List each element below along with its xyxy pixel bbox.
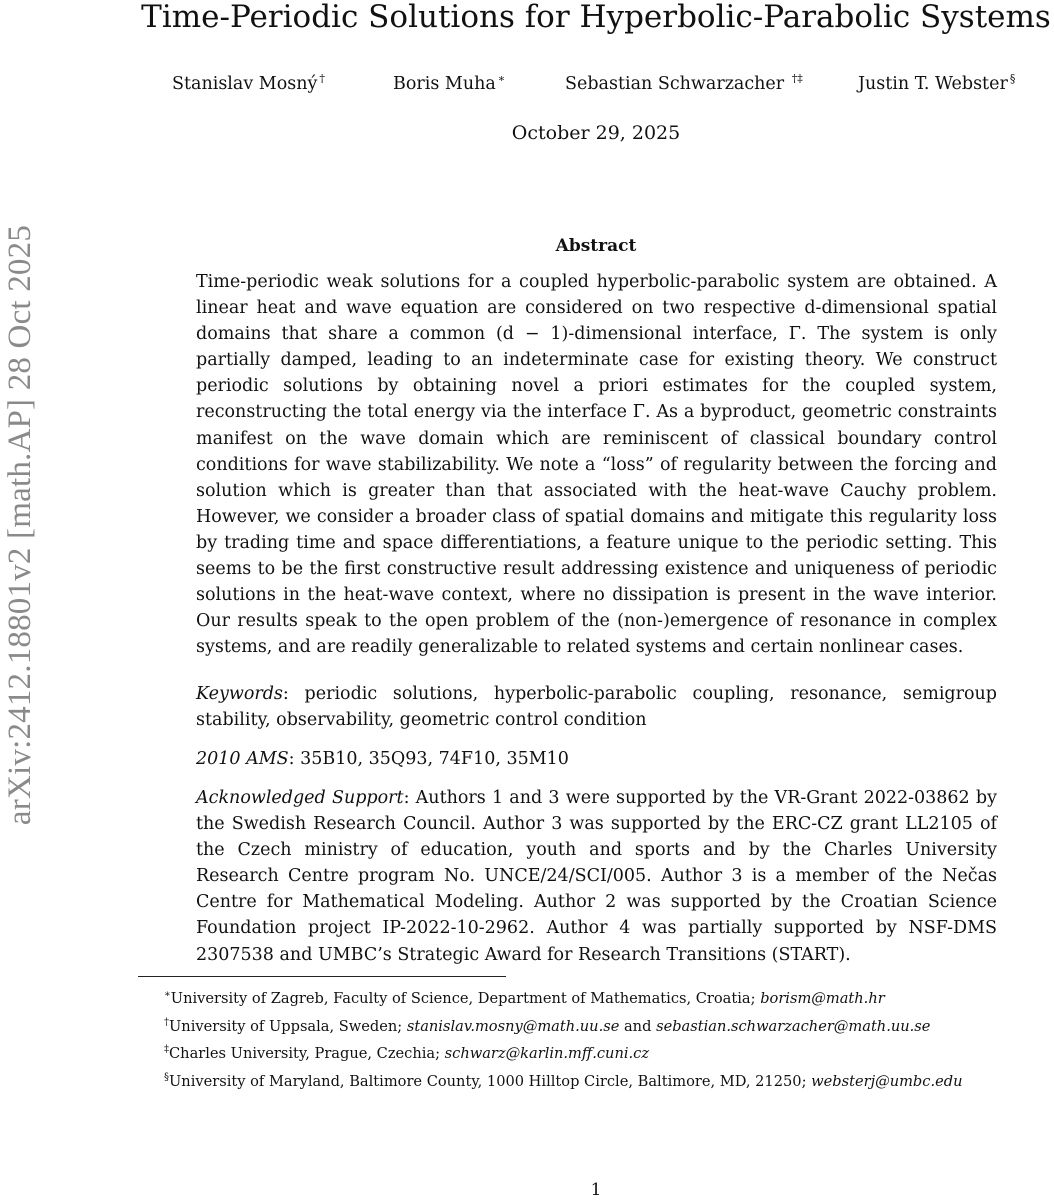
email-link[interactable]: websterj@umbc.edu	[811, 1072, 963, 1090]
author-affiliation-mark: §	[1009, 72, 1016, 85]
support-text: : Authors 1 and 3 were supported by the VR-Grant 2022-03862 by the Swedish Research Council. Author 3 was supported by the ERC-CZ grant LL2105 of the Czech ministry of education, youth and sports and by the Charles University Research Centre program No. UNCE/24/SCI/005. Author 3 is a member of the Nečas Centre for Mathematical Modeling. Author 2 was supported by the Croatian Science Foundation project IP-2022-10-2962. Author 4 was partially supported by NSF-DMS 2307538 and UMBC’s Strategic Award for Research Transitions (START).	[196, 788, 997, 965]
footnote-affiliation: University of Uppsala, Sweden;	[169, 1017, 407, 1035]
abstract-heading: Abstract	[555, 236, 637, 256]
footnote-mark: ∗	[164, 989, 171, 1000]
author-schwarzacher	[565, 72, 803, 94]
footnote-joiner: and	[619, 1017, 657, 1035]
author-name: Boris Muha	[393, 74, 496, 94]
author-name: Sebastian Schwarzacher	[565, 74, 785, 94]
author-list	[0, 72, 1054, 96]
page-number: 1	[590, 1180, 602, 1200]
abstract-body: Time-periodic weak solutions for a coupled hyperbolic-parabolic system are obtained. A linear heat and wave equation are considered on two respective d-dimensional spatial domains that share a common (d − 1)-dimensional interface, Γ. The system is only partially damped, leading to an indeterminate case for existing theory. We construct periodic solutions by obtaining novel a priori estimates for the coupled system, reconstructing the total energy via the interface Γ. As a byproduct, geometric constraints manifest on the wave domain which are reminiscent of classical boundary control conditions for wave stabilizability. We note a “loss” of regularity between the forcing and solution which is greater than that associated with the heat-wave Cauchy problem. However, we consider a broader class of spatial domains and mitigate this regularity loss by trading time and space differentiations, a feature unique to the periodic setting. This seems to be the first constructive result addressing existence and uniqueness of periodic solutions in the heat-wave context, where no dissipation is present in the wave interior. Our results speak to the open problem of the (non-)emergence of resonance in complex systems, and are readily generalizable to related systems and certain nonlinear cases.	[196, 272, 997, 658]
email-link[interactable]: schwarz@karlin.mff.cuni.cz	[444, 1045, 650, 1063]
footnote-zagreb	[164, 983, 1044, 1011]
publication-date: October 29, 2025	[511, 122, 681, 144]
author-affiliation-mark: ∗	[497, 72, 506, 85]
ams-label: 2010 AMS	[196, 749, 289, 769]
footnote-maryland	[164, 1066, 1044, 1094]
keywords-label: Keywords	[196, 684, 283, 704]
author-affiliation-mark: †	[319, 72, 325, 85]
footnote-mark: †	[164, 1016, 169, 1028]
footnote-affiliation: University of Maryland, Baltimore County, 1000 Hilltop Circle, Baltimore, MD, 21250;	[169, 1072, 812, 1090]
author-affiliation-mark: †‡	[791, 72, 803, 85]
author-muha	[393, 72, 505, 94]
ams-codes: : 35B10, 35Q93, 74F10, 35M10	[288, 749, 569, 769]
keywords-text: : periodic solutions, hyperbolic-parabolic coupling, resonance, semigroup stability, observability, geometric control condition	[196, 684, 997, 731]
footnote-divider	[138, 976, 506, 977]
author-name: Stanislav Mosný	[172, 74, 318, 94]
author-name: Justin T. Webster	[858, 74, 1008, 94]
footnotes	[164, 983, 1044, 1093]
author-mosny	[172, 72, 325, 94]
email-link[interactable]: sebastian.schwarzacher@math.uu.se	[656, 1017, 931, 1035]
acknowledged-support	[196, 785, 997, 968]
footnote-charles	[164, 1038, 1044, 1066]
email-link[interactable]: stanislav.mosny@math.uu.se	[406, 1017, 620, 1035]
footnote-mark: ‡	[164, 1044, 169, 1056]
footnote-uppsala	[164, 1011, 1044, 1039]
paper-title: Time-Periodic Solutions for Hyperbolic-Parabolic Systems	[141, 0, 1051, 35]
ams-classification	[196, 746, 997, 772]
footnote-mark: §	[164, 1071, 169, 1083]
support-label: Acknowledged Support	[196, 788, 404, 808]
email-link[interactable]: borism@math.hr	[760, 990, 885, 1007]
arxiv-identifier: arXiv:2412.18801v2 [math.AP] 28 Oct 2025	[2, 224, 38, 826]
author-webster	[858, 72, 1015, 94]
footnote-affiliation: Charles University, Prague, Czechia;	[169, 1045, 445, 1063]
footnote-affiliation: University of Zagreb, Faculty of Science, Department of Mathematics, Croatia;	[170, 990, 761, 1007]
keywords-paragraph	[196, 681, 997, 733]
